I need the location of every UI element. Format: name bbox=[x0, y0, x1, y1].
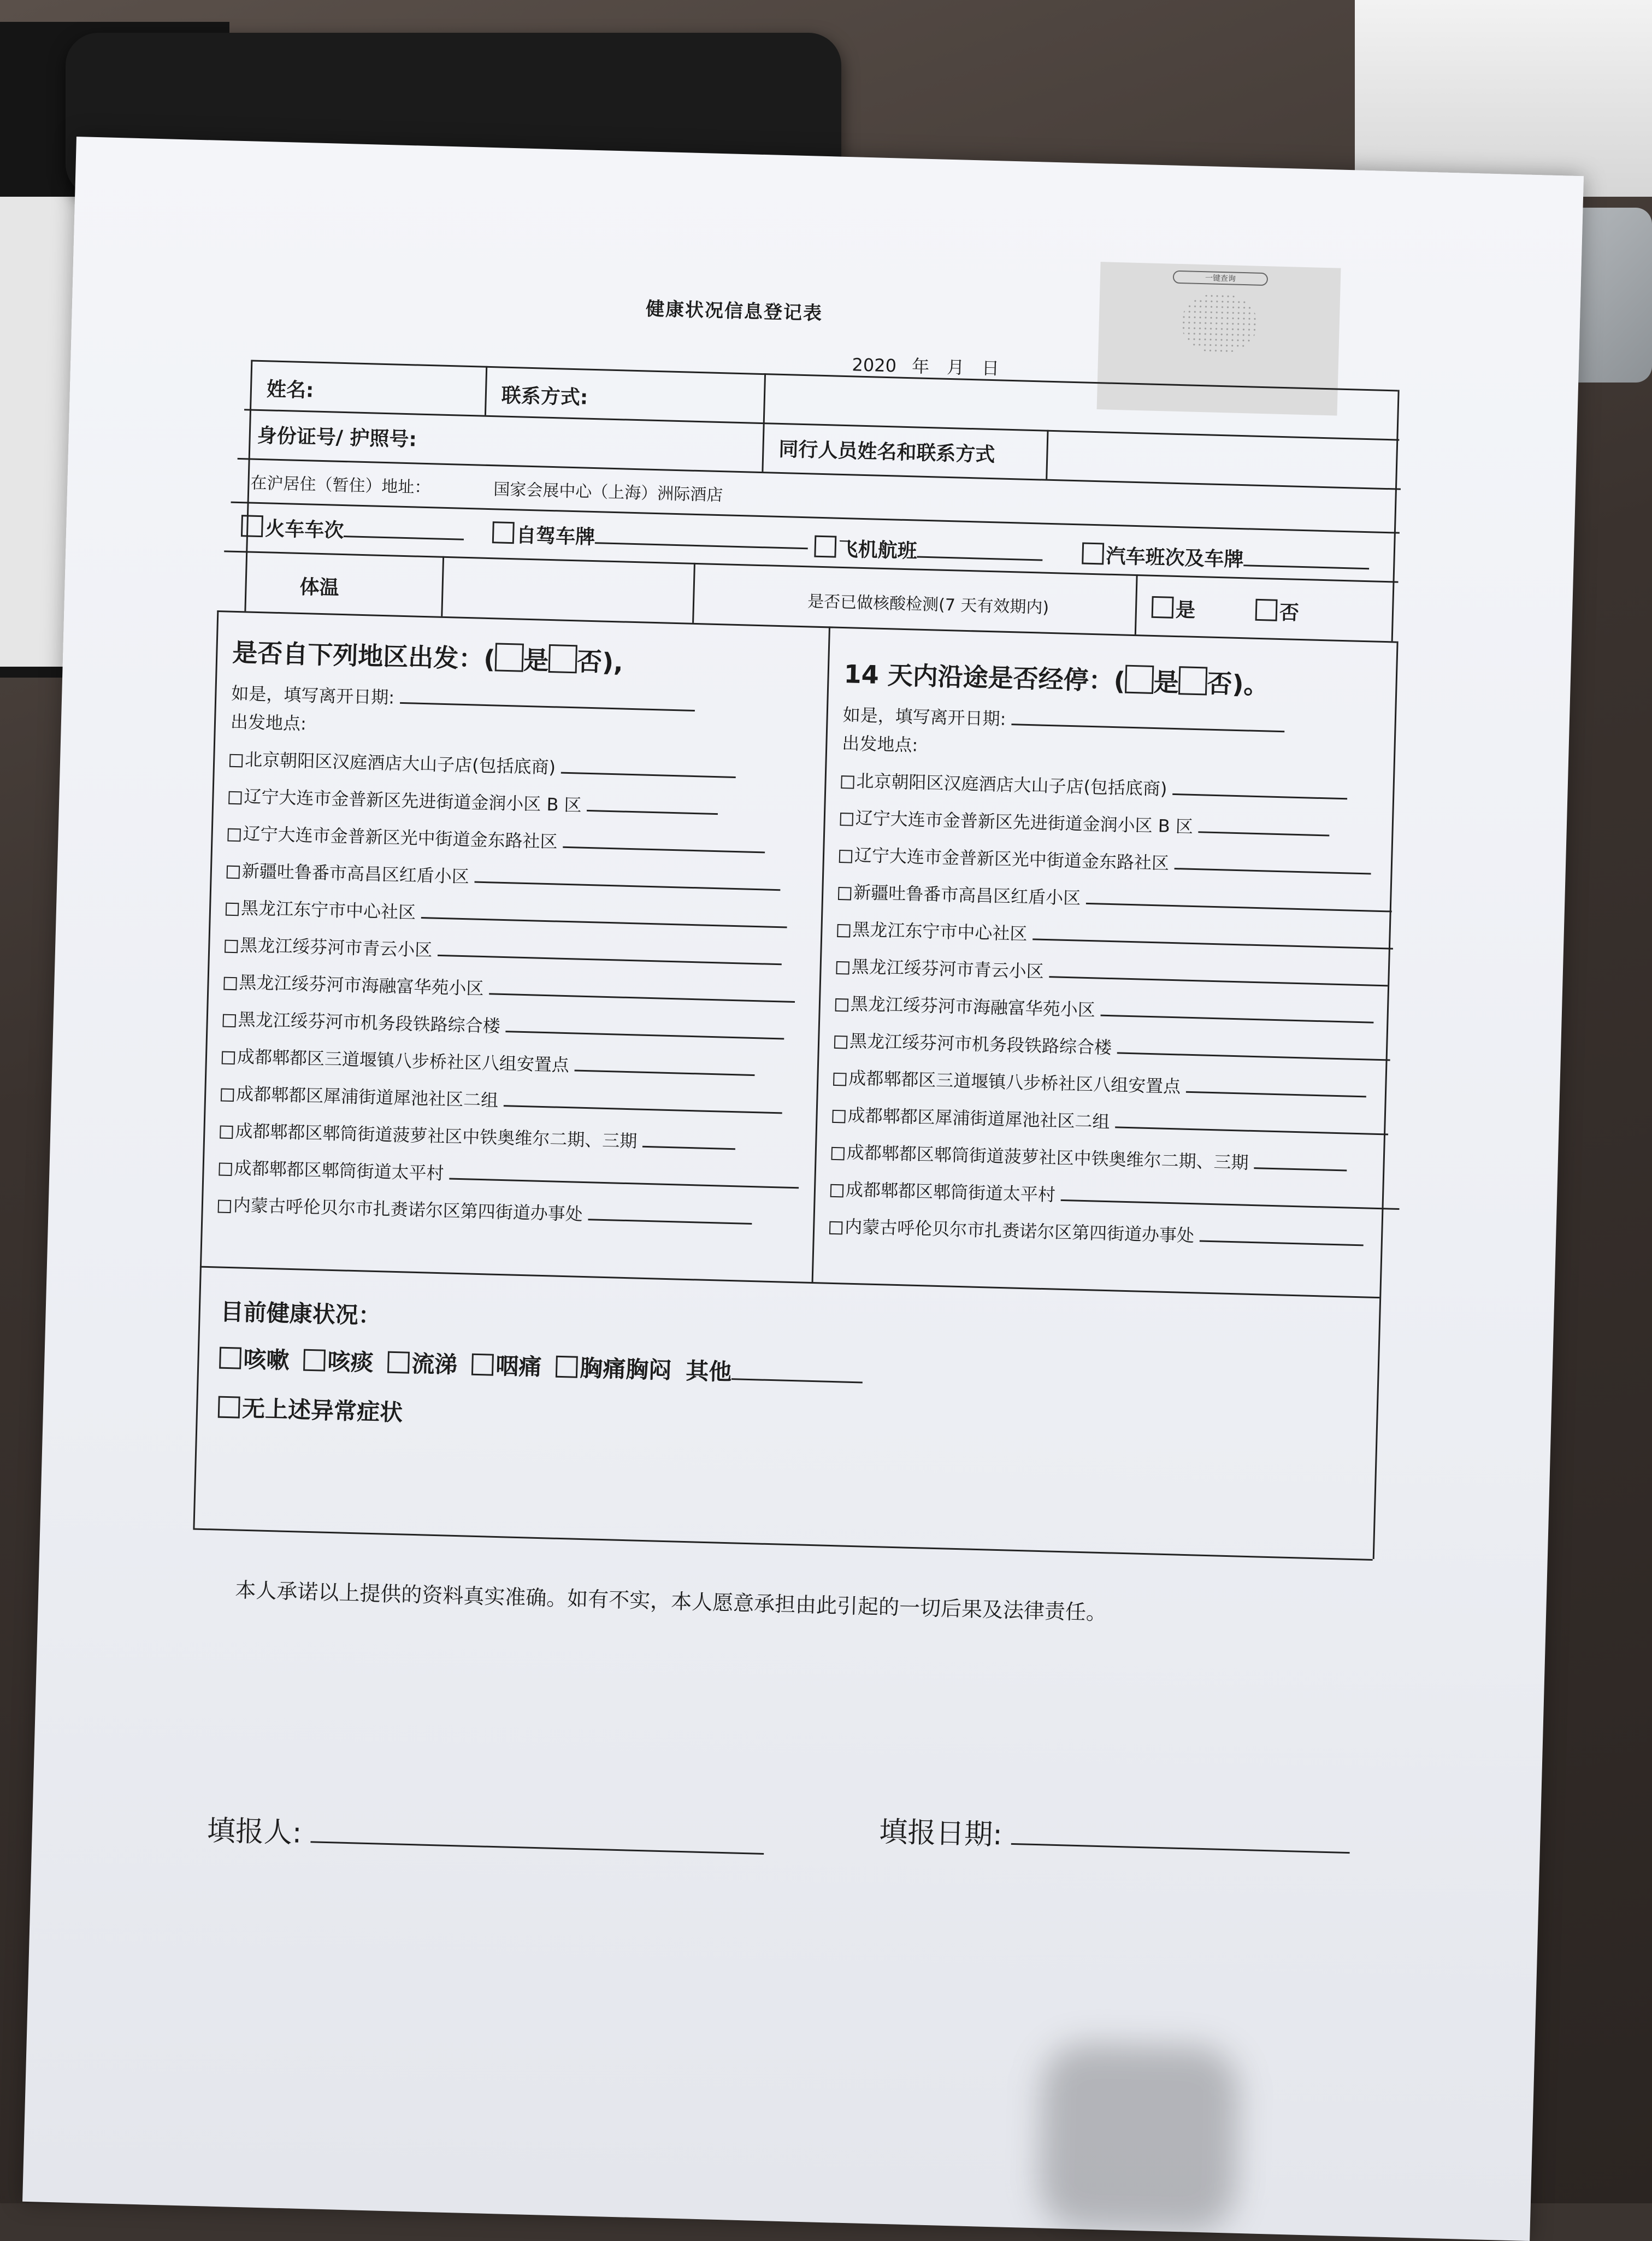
place-checkbox[interactable] bbox=[229, 754, 243, 768]
place-blank[interactable] bbox=[1032, 923, 1394, 949]
table-right-edge bbox=[1391, 390, 1400, 641]
place-item bbox=[223, 968, 814, 1009]
place-checkbox[interactable] bbox=[227, 866, 240, 879]
place-item bbox=[221, 1043, 812, 1083]
place-checkbox[interactable] bbox=[837, 924, 851, 938]
form-title: 健康状况信息登记表 bbox=[645, 298, 823, 325]
place-checkbox[interactable] bbox=[841, 775, 854, 789]
symptom-option: 流涕 bbox=[387, 1350, 458, 1378]
address-value: 国家会展中心（上海）洲际酒店 bbox=[493, 480, 723, 505]
place-checkbox[interactable] bbox=[832, 1110, 846, 1124]
place-checkbox[interactable] bbox=[839, 850, 853, 863]
symptom-option: 咳嗽 bbox=[219, 1345, 290, 1374]
place-blank[interactable] bbox=[489, 978, 795, 1003]
place-label: 内蒙古呼伦贝尔市扎赉诺尔区第四街道办事处 bbox=[844, 1216, 1195, 1246]
place-blank[interactable] bbox=[588, 1203, 752, 1225]
transit-date-blank[interactable] bbox=[1011, 708, 1285, 732]
no-symptom-checkbox[interactable] bbox=[218, 1396, 240, 1419]
place-item bbox=[226, 894, 816, 934]
place-blank[interactable] bbox=[1186, 1076, 1367, 1098]
place-blank[interactable] bbox=[1061, 1184, 1400, 1210]
place-label: 内蒙古呼伦贝尔市扎赉诺尔区第四街道办事处 bbox=[233, 1195, 583, 1225]
place-label: 黑龙江绥芬河市海融富华苑小区 bbox=[850, 993, 1096, 1021]
bus-checkbox[interactable] bbox=[1082, 542, 1104, 564]
train-field: 火车车次 bbox=[241, 513, 464, 546]
hand-shadow bbox=[1038, 2043, 1240, 2233]
symptom-option: 胸痛胸闷 bbox=[556, 1354, 672, 1384]
flight-field: 飞机航班 bbox=[814, 533, 1043, 567]
place-item bbox=[834, 1027, 1381, 1066]
no-symptom-option: 无上述异常症状 bbox=[217, 1390, 1296, 1451]
place-blank[interactable] bbox=[505, 1015, 784, 1039]
symptom-checkbox[interactable] bbox=[303, 1349, 326, 1372]
departure-no-checkbox[interactable] bbox=[548, 644, 577, 673]
bus-field: 汽车班次及车牌 bbox=[1082, 540, 1370, 575]
place-checkbox[interactable] bbox=[226, 903, 239, 916]
fill-date-field: 填报日期: bbox=[878, 1809, 1350, 1862]
symptom-other: 其他 bbox=[686, 1357, 863, 1389]
place-label: 黑龙江绥芬河市机务段铁路综合楼 bbox=[238, 1009, 501, 1037]
car-plate-checkbox[interactable] bbox=[492, 521, 515, 544]
qr-query-button: 一键查询 bbox=[1173, 270, 1268, 286]
place-label: 辽宁大连市金普新区光中街道金东路社区 bbox=[854, 844, 1170, 874]
place-label: 黑龙江东宁市中心社区 bbox=[852, 919, 1028, 945]
place-checkbox[interactable] bbox=[227, 828, 241, 842]
place-checkbox[interactable] bbox=[831, 1147, 845, 1161]
place-blank[interactable] bbox=[1115, 1111, 1389, 1135]
name-label: 姓名: bbox=[266, 378, 314, 402]
place-label: 成都郫都区犀浦街道犀池社区二组 bbox=[847, 1104, 1110, 1133]
place-checkbox[interactable] bbox=[223, 977, 237, 991]
place-item bbox=[229, 745, 820, 786]
place-checkbox[interactable] bbox=[222, 1051, 235, 1065]
nucleic-yes: 是 bbox=[1151, 594, 1195, 623]
place-label: 成都郫都区三道堰镇八步桥社区八组安置点 bbox=[237, 1046, 570, 1076]
fill-date-blank[interactable] bbox=[1011, 1821, 1350, 1854]
col-div-nucleic bbox=[1135, 574, 1138, 634]
place-checkbox[interactable] bbox=[838, 887, 852, 901]
place-blank[interactable] bbox=[449, 1163, 799, 1189]
transit-origin-label: 出发地点: bbox=[841, 733, 918, 756]
place-item bbox=[228, 783, 819, 823]
col-div-temp2 bbox=[692, 563, 695, 623]
transit-no-checkbox[interactable] bbox=[1178, 666, 1207, 695]
place-checkbox[interactable] bbox=[220, 1125, 233, 1139]
companions-label: 同行人员姓名和联系方式 bbox=[778, 438, 995, 467]
place-blank[interactable] bbox=[561, 757, 736, 778]
place-label: 黑龙江绥芬河市青云小区 bbox=[851, 956, 1045, 982]
place-blank[interactable] bbox=[504, 1090, 783, 1114]
place-item bbox=[833, 1064, 1380, 1103]
place-item bbox=[835, 990, 1382, 1029]
place-label: 黑龙江绥芬河市青云小区 bbox=[239, 934, 433, 961]
id-passport-label: 身份证号/ 护照号: bbox=[257, 424, 417, 451]
place-checkbox[interactable] bbox=[830, 1184, 844, 1198]
flight-checkbox[interactable] bbox=[814, 536, 836, 558]
transit-title: 14 天内沿途是否经停： bbox=[843, 659, 1114, 696]
car-plate-field: 自驾车牌 bbox=[492, 519, 809, 555]
place-checkbox[interactable] bbox=[836, 961, 849, 975]
departure-place-list bbox=[217, 745, 819, 1232]
place-checkbox[interactable] bbox=[218, 1199, 232, 1213]
place-item bbox=[840, 804, 1386, 843]
section-line-bottom bbox=[200, 1266, 1379, 1299]
col-div-1 bbox=[485, 366, 487, 415]
qr-code-icon bbox=[1180, 292, 1258, 355]
filler-field: 填报人: bbox=[206, 1807, 765, 1863]
place-label: 成都郫都区犀浦街道犀池社区二组 bbox=[235, 1083, 499, 1111]
health-box-bottom bbox=[193, 1528, 1372, 1561]
place-checkbox[interactable] bbox=[840, 813, 853, 826]
place-item bbox=[217, 1191, 808, 1231]
departure-date-blank[interactable] bbox=[400, 687, 695, 711]
place-checkbox[interactable] bbox=[835, 998, 849, 1012]
place-blank[interactable] bbox=[438, 939, 782, 965]
place-checkbox[interactable] bbox=[829, 1221, 843, 1235]
transit-yes-checkbox[interactable] bbox=[1125, 665, 1154, 694]
health-form-paper bbox=[22, 137, 1584, 2241]
nucleic-test-label: 是否已做核酸检测(7 天有效期内) bbox=[807, 592, 1049, 617]
place-blank[interactable] bbox=[1086, 887, 1393, 913]
pledge-text: 本人承诺以上提供的资料真实准确。如有不实，本人愿意承担由此引起的一切后果及法律责任。 bbox=[234, 1578, 1107, 1625]
address-label: 在沪居住（暂住）地址： bbox=[250, 473, 431, 498]
form-date: 2020 年 月 日 bbox=[852, 354, 1000, 379]
transit-place-list bbox=[829, 767, 1388, 1252]
contact-label: 联系方式: bbox=[501, 384, 588, 409]
place-label: 辽宁大连市金普新区光中街道金东路社区 bbox=[243, 823, 558, 852]
col-div-3 bbox=[1046, 430, 1048, 479]
place-blank[interactable] bbox=[1049, 961, 1388, 986]
place-blank[interactable] bbox=[1172, 778, 1348, 799]
place-item bbox=[829, 1213, 1376, 1252]
departure-title: 是否自下列地区出发： bbox=[232, 637, 484, 674]
place-blank[interactable] bbox=[575, 1054, 756, 1076]
place-blank[interactable] bbox=[1199, 816, 1330, 836]
place-item bbox=[831, 1138, 1378, 1178]
place-item bbox=[227, 820, 818, 860]
departure-origin-label: 出发地点: bbox=[230, 711, 307, 734]
place-item bbox=[222, 1005, 813, 1046]
place-checkbox[interactable] bbox=[221, 1089, 234, 1102]
place-checkbox[interactable] bbox=[225, 940, 238, 954]
place-checkbox[interactable] bbox=[222, 1014, 236, 1028]
departure-if-yes: 如是，填写离开日期: bbox=[231, 683, 395, 708]
train-checkbox[interactable] bbox=[241, 515, 263, 537]
col-div-temp bbox=[441, 556, 444, 616]
place-item bbox=[226, 857, 817, 897]
symptom-checkbox[interactable] bbox=[219, 1347, 241, 1369]
place-blank[interactable] bbox=[642, 1131, 736, 1150]
place-label: 黑龙江东宁市中心社区 bbox=[240, 897, 416, 923]
nucleic-no-checkbox[interactable] bbox=[1255, 599, 1278, 621]
place-label: 辽宁大连市金普新区先进街道金润小区 B 区 bbox=[855, 807, 1194, 837]
health-title: 目前健康状况： bbox=[220, 1298, 382, 1330]
place-label: 黑龙江绥芬河市海融富华苑小区 bbox=[239, 972, 484, 999]
place-checkbox[interactable] bbox=[834, 1036, 848, 1049]
place-blank[interactable] bbox=[1117, 1037, 1391, 1061]
place-blank[interactable] bbox=[1101, 999, 1374, 1024]
place-blank[interactable] bbox=[1175, 852, 1372, 874]
qr-code-block bbox=[1097, 262, 1341, 415]
place-item bbox=[841, 767, 1388, 806]
place-label: 新疆吐鲁番市高昌区红盾小区 bbox=[853, 881, 1081, 909]
place-item bbox=[221, 1080, 811, 1120]
place-item bbox=[219, 1154, 809, 1194]
place-blank[interactable] bbox=[1254, 1152, 1347, 1171]
place-label: 黑龙江绥芬河市机务段铁路综合楼 bbox=[849, 1030, 1112, 1058]
filler-blank[interactable] bbox=[310, 1819, 764, 1855]
symptom-checkbox[interactable] bbox=[556, 1356, 578, 1378]
place-checkbox[interactable] bbox=[833, 1073, 847, 1086]
place-blank[interactable] bbox=[475, 866, 781, 891]
laptop-corner bbox=[1355, 0, 1652, 197]
departure-yes-checkbox[interactable] bbox=[495, 643, 524, 672]
transit-if-yes: 如是，填写离开日期: bbox=[842, 704, 1006, 730]
place-label: 北京朝阳区汉庭酒店大山子店(包括底商) bbox=[244, 749, 556, 778]
place-blank[interactable] bbox=[587, 795, 718, 815]
place-label: 辽宁大连市金普新区先进街道金润小区 B 区 bbox=[244, 786, 582, 816]
transit-section: 14 天内沿途是否经停：( 是 否)。 如是，填写离开日期: 出发地点: 北京朝阳区汉庭酒店大山子店(包括底商) 辽宁大连市金普新区先进街道金润小区 B 区 辽宁大连市金普新区光中街道金东路社区 新疆吐鲁番市高昌区红盾小区 黑龙江东宁市中心社区 黑龙江绥芬河市青云小区 黑龙江绥芬河市海融富华苑小区 黑龙江绥芬河市机务段铁路综合楼 成都郫都区三道堰镇八步桥社区八组安置点 成都郫都区犀浦街道犀池社区二组 成都郫都区郫筒街道菠萝社区中铁奥维尔二期、三期 成都郫都区郫筒街道太平村 内蒙古呼伦贝尔市扎赉诺尔区第四街道办事处 bbox=[829, 654, 1391, 1252]
temperature-label: 体温 bbox=[299, 575, 340, 599]
place-item bbox=[838, 878, 1385, 917]
place-item bbox=[830, 1175, 1377, 1215]
place-item bbox=[225, 931, 815, 972]
symptom-checkbox[interactable] bbox=[387, 1351, 410, 1374]
place-item bbox=[839, 841, 1386, 880]
nucleic-no: 否 bbox=[1255, 597, 1299, 626]
health-status-section bbox=[217, 1294, 1313, 1451]
place-label: 成都郫都区郫筒街道太平村 bbox=[234, 1157, 445, 1184]
place-item bbox=[837, 915, 1384, 955]
symptom-checkbox[interactable] bbox=[471, 1354, 494, 1376]
other-blank[interactable] bbox=[731, 1362, 863, 1383]
place-blank[interactable] bbox=[1200, 1225, 1364, 1246]
place-label: 成都郫都区三道堰镇八步桥社区八组安置点 bbox=[848, 1067, 1181, 1097]
place-label: 北京朝阳区汉庭酒店大山子店(包括底商) bbox=[856, 770, 1167, 799]
place-checkbox[interactable] bbox=[219, 1162, 232, 1176]
place-item bbox=[832, 1101, 1379, 1140]
nucleic-yes-checkbox[interactable] bbox=[1152, 596, 1174, 619]
place-label: 成都郫都区郫筒街道菠萝社区中铁奥维尔二期、三期 bbox=[234, 1120, 638, 1152]
departure-section: 是否自下列地区出发：( 是 否), 如是，填写离开日期: 出发地点: 北京朝阳区汉庭酒店大山子店(包括底商) 辽宁大连市金普新区先进街道金润小区 B 区 辽宁大连市金普新区光中街道金东路社区 新疆吐鲁番市高昌区红盾小区 黑龙江东宁市中心社区 黑龙江绥芬河市青云小区 黑龙江绥芬河市海融富华苑小区 黑龙江绥芬河市机务段铁路综合楼 成都郫都区三道堰镇八步桥社区八组安置点 成都郫都区犀浦街道犀池社区二组 成都郫都区郫筒街道菠萝社区中铁奥维尔二期、三期 成都郫都区郫筒街道太平村 内蒙古呼伦贝尔市扎赉诺尔区第四街道办事处 bbox=[217, 633, 823, 1232]
place-blank[interactable] bbox=[563, 831, 765, 854]
symptom-option: 咳痰 bbox=[303, 1348, 374, 1376]
symptom-option: 咽痛 bbox=[471, 1352, 542, 1380]
place-item bbox=[220, 1117, 810, 1157]
place-label: 新疆吐鲁番市高昌区红盾小区 bbox=[241, 860, 470, 887]
place-label: 成都郫都区郫筒街道菠萝社区中铁奥维尔二期、三期 bbox=[846, 1142, 1249, 1173]
place-blank[interactable] bbox=[421, 902, 788, 928]
place-checkbox[interactable] bbox=[228, 791, 242, 805]
place-item bbox=[836, 952, 1383, 992]
place-label: 成都郫都区郫筒街道太平村 bbox=[845, 1179, 1056, 1205]
section-left-edge bbox=[193, 610, 219, 1528]
